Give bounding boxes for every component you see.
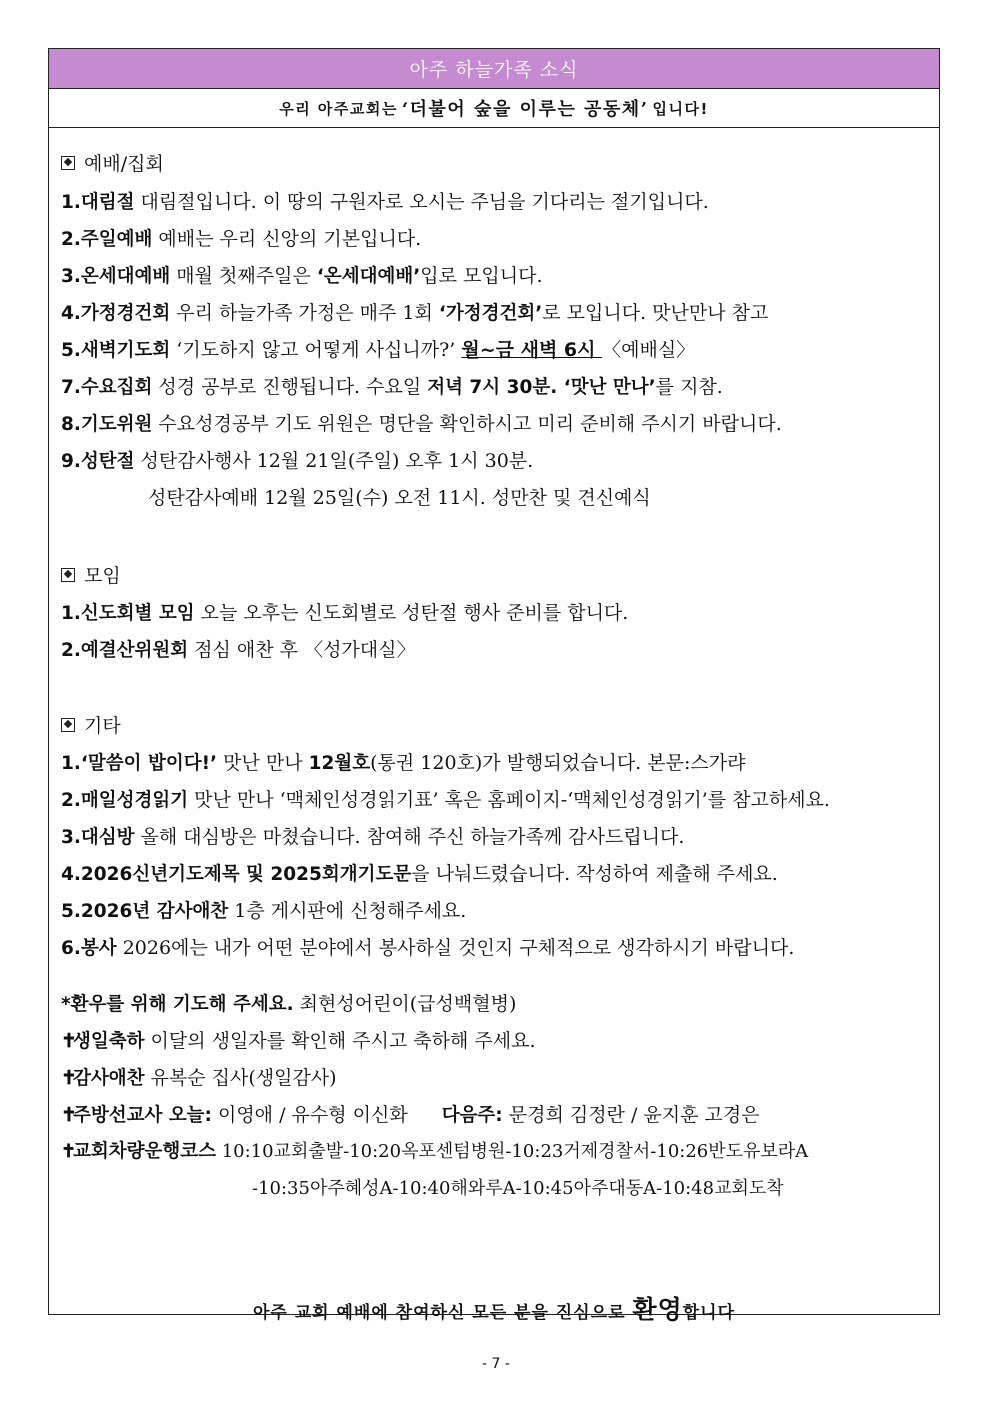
item-label: 7.수요집회 bbox=[61, 377, 153, 398]
cross-icon: ✝ bbox=[61, 1141, 77, 1162]
page-number: - 7 - bbox=[482, 1356, 510, 1372]
notice-text: 이영애 / 유수형 이신화 bbox=[211, 1104, 408, 1126]
etc-item-4 bbox=[61, 859, 931, 886]
notice-text: 유복순 집사(생일감사) bbox=[144, 1067, 337, 1089]
cross-icon: ✝ bbox=[61, 1104, 77, 1126]
worship-item-9 bbox=[61, 446, 931, 473]
notice-patient bbox=[61, 989, 931, 1016]
item-text: 1층 게시판에 신청해주세요. bbox=[228, 900, 467, 922]
notice-thanks bbox=[61, 1063, 931, 1090]
worship-item-7 bbox=[61, 372, 931, 399]
welcome-emphasis: 환영 bbox=[632, 1295, 683, 1324]
notice-vehicle-cont bbox=[252, 1174, 931, 1200]
church-motto bbox=[49, 89, 939, 128]
item-text: 성경 공부로 진행됩니다. 수요일 bbox=[152, 376, 428, 398]
item-text: 매월 첫째주일은 bbox=[170, 265, 317, 287]
item-text: 을 나눠드렸습니다. 작성하여 제출해 주세요. bbox=[411, 863, 778, 885]
section-etc-title bbox=[61, 711, 121, 738]
item-label: 9.성탄절 bbox=[61, 451, 135, 472]
worship-item-9-cont bbox=[148, 483, 931, 510]
item-text: 를 지참. bbox=[655, 376, 723, 398]
bulletin-frame bbox=[48, 48, 940, 1324]
item-text: 로 모입니다. 맛난만나 참고 bbox=[542, 302, 769, 324]
diamond-box-icon bbox=[61, 718, 75, 732]
item-text: 우리 하늘가족 가정은 매주 1회 bbox=[170, 302, 439, 324]
motto-post: 입니다! bbox=[652, 99, 709, 118]
notice-text: -10:35아주혜성A-10:40해와루A-10:45아주대동A-10:48교회도착 bbox=[252, 1178, 784, 1199]
item-label: 5.새벽기도회 bbox=[61, 340, 171, 361]
section-label: 기타 bbox=[84, 715, 121, 737]
item-text: 대림절입니다. 이 땅의 구원자로 오시는 주님을 기다리는 절기입니다. bbox=[134, 191, 709, 213]
notice-text: 문경희 김정란 / 윤지훈 고경은 bbox=[502, 1104, 760, 1126]
notice-label: 다음주: bbox=[441, 1105, 503, 1126]
notice-birthday bbox=[61, 1026, 931, 1053]
item-label: 1.신도회별 모임 bbox=[61, 603, 195, 624]
notice-vehicle bbox=[61, 1137, 931, 1163]
cross-icon: ✝ bbox=[61, 1067, 77, 1089]
welcome-text: 합니다 bbox=[682, 1303, 736, 1323]
item-emphasis: ‘온세대예배’ bbox=[316, 266, 421, 287]
notice-kitchen bbox=[61, 1100, 931, 1127]
item-label: 1.‘말씀이 밥이다!’ bbox=[61, 753, 218, 774]
item-text: (통권 120호)가 발행되었습니다. 본문:스가랴 bbox=[370, 752, 746, 774]
item-text: 올해 대심방은 마쳤습니다. 참여해 주신 하늘가족께 감사드립니다. bbox=[134, 826, 685, 848]
item-label: 3.온세대예배 bbox=[61, 266, 171, 287]
worship-item-3 bbox=[61, 261, 931, 288]
item-label: 2.주일예배 bbox=[61, 229, 153, 250]
etc-item-3 bbox=[61, 822, 931, 849]
section-label: 모임 bbox=[84, 565, 121, 587]
notice-label: 감사애찬 bbox=[73, 1068, 145, 1089]
welcome-message bbox=[49, 1290, 939, 1326]
item-label: 5.2026년 감사애찬 bbox=[61, 901, 229, 922]
item-label: 8.기도위원 bbox=[61, 414, 153, 435]
diamond-box-icon bbox=[61, 568, 75, 582]
item-label: 2.예결산위원회 bbox=[61, 640, 189, 661]
etc-item-2 bbox=[61, 785, 931, 812]
item-text: 오늘 오후는 신도회별로 성탄절 행사 준비를 합니다. bbox=[194, 602, 629, 624]
worship-item-5 bbox=[61, 335, 931, 362]
item-emphasis: ‘가정경건회’ bbox=[438, 303, 543, 324]
item-text: 2026에는 내가 어떤 분야에서 봉사하실 것인지 구체적으로 생각하시기 바랍니다. bbox=[116, 937, 795, 959]
item-text: 예배는 우리 신앙의 기본입니다. bbox=[152, 228, 422, 250]
worship-item-1 bbox=[61, 187, 931, 214]
section-worship-title bbox=[61, 149, 164, 176]
notice-label: *환우를 위해 기도해 주세요. bbox=[61, 994, 294, 1015]
item-text: 수요성경공부 기도 위원은 명단을 확인하시고 미리 준비해 주시기 바랍니다. bbox=[152, 413, 782, 435]
notice-text: 최현성어린이(급성백혈병) bbox=[293, 993, 517, 1015]
worship-item-4 bbox=[61, 298, 931, 325]
item-text: 맛난 만나 ‘맥체인성경읽기표’ 혹은 홈페이지-‘맥체인성경읽기’를 참고하세요. bbox=[188, 789, 830, 811]
item-text: 〈예배실〉 bbox=[602, 339, 696, 361]
welcome-text: 아주 교회 예배에 참여하신 모든 분을 진심으로 bbox=[252, 1303, 633, 1323]
etc-item-1 bbox=[61, 748, 931, 775]
motto-emphasis: ‘더불어 숲을 이루는 공동체’ bbox=[401, 99, 649, 120]
meeting-item-2 bbox=[61, 635, 931, 662]
item-emphasis: 월~금 새벽 6시 bbox=[461, 339, 603, 361]
notice-label: 교회차량운행코스 bbox=[73, 1141, 216, 1162]
notice-text: 10:10교회출발-10:20옥포센텀병원-10:23거제경찰서-10:26반도유보라A bbox=[215, 1141, 809, 1162]
etc-item-5 bbox=[61, 896, 931, 923]
item-label: 4.가정경건회 bbox=[61, 303, 171, 324]
item-label: 6.봉사 bbox=[61, 938, 117, 959]
meeting-item-1 bbox=[61, 598, 931, 625]
item-text: 맛난 만나 bbox=[217, 752, 309, 774]
cross-icon: ✝ bbox=[61, 1030, 77, 1052]
section-meeting-title bbox=[61, 561, 121, 588]
item-label: 4.2026신년기도제목 및 2025회개기도문 bbox=[61, 864, 412, 885]
motto-pre: 우리 아주교회는 bbox=[279, 99, 398, 118]
page-title: 아주 하늘가족 소식 bbox=[49, 49, 939, 89]
worship-item-2 bbox=[61, 224, 931, 251]
notice-label: 주방선교사 오늘: bbox=[73, 1105, 212, 1126]
item-emphasis: 저녁 7시 30분. ‘맛난 만나’ bbox=[427, 377, 656, 398]
item-label: 3.대심방 bbox=[61, 827, 135, 848]
item-emphasis: 12월호 bbox=[308, 753, 371, 774]
section-label: 예배/집회 bbox=[84, 153, 164, 175]
item-label: 2.매일성경읽기 bbox=[61, 790, 189, 811]
worship-item-8 bbox=[61, 409, 931, 436]
item-label: 1.대림절 bbox=[61, 192, 135, 213]
notice-label: 생일축하 bbox=[73, 1031, 145, 1052]
notice-text: 이달의 생일자를 확인해 주시고 축하해 주세요. bbox=[144, 1030, 536, 1052]
item-text: 입로 모입니다. bbox=[420, 265, 543, 287]
diamond-box-icon bbox=[61, 156, 75, 170]
item-text: 성탄감사예배 12월 25일(수) 오전 11시. 성만찬 및 견신예식 bbox=[148, 487, 651, 509]
item-text: 성탄감사행사 12월 21일(주일) 오후 1시 30분. bbox=[134, 450, 534, 472]
item-text: ‘기도하지 않고 어떻게 사십니까?’ bbox=[170, 339, 462, 361]
item-text: 점심 애찬 후 〈성가대실〉 bbox=[188, 639, 416, 661]
etc-item-6 bbox=[61, 933, 931, 960]
